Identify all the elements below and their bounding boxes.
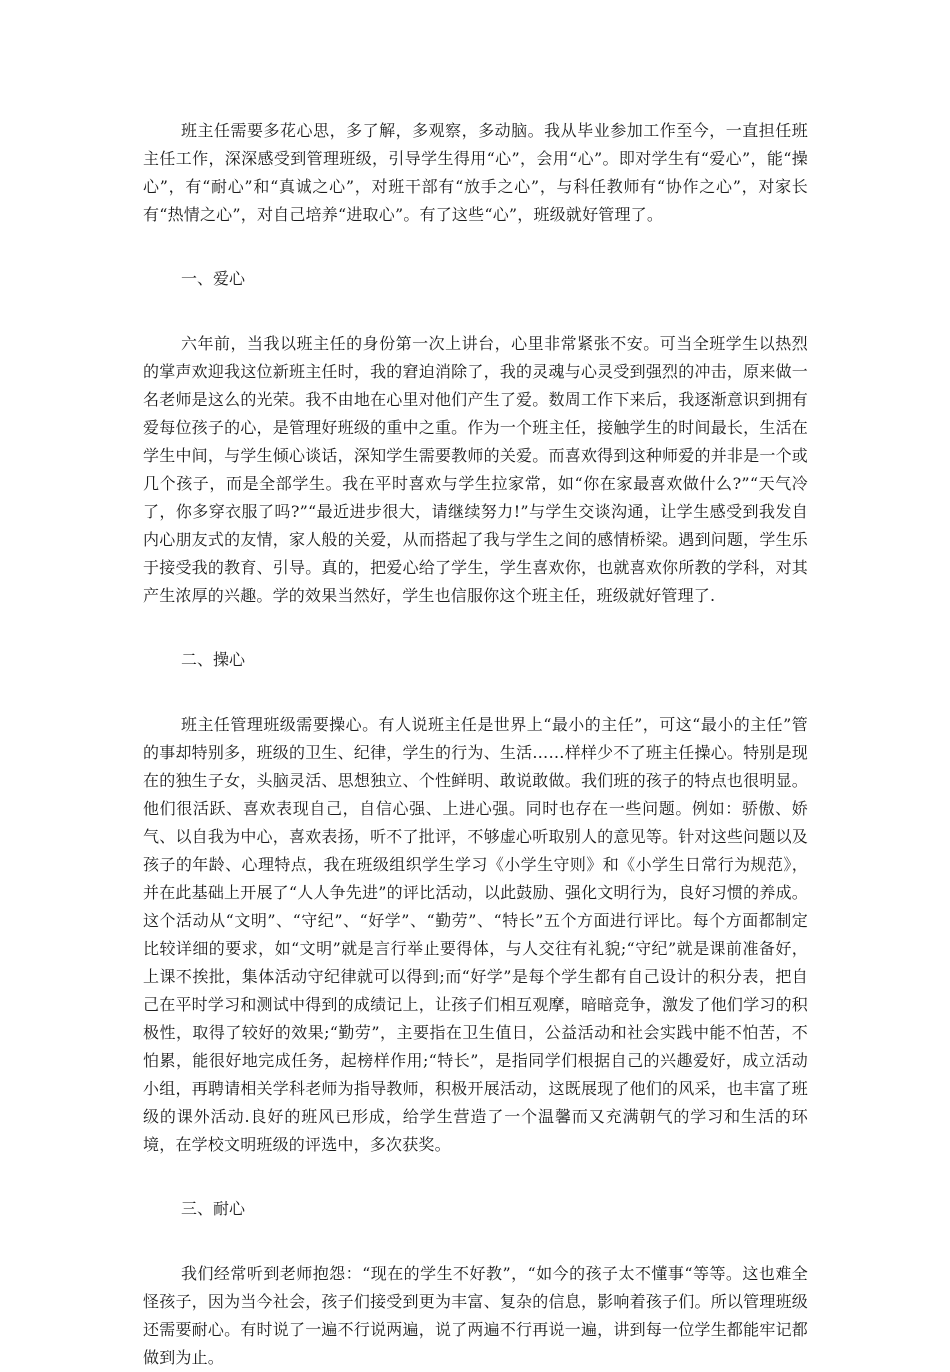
spacer [143, 1223, 808, 1260]
section-heading-love: 一、爱心 [181, 269, 246, 288]
section-body-love: 六年前，当我以班主任的身份第一次上讲台，心里非常紧张不安。可当全班学生以热烈的掌声欢迎我这位新班主任时，我的窘迫消除了，我的灵魂与心灵受到强烈的冲击，原来做一名老师是这么的光荣。我不由地在心里对他们产生了爱。数周工作下来后，我逐渐意识到拥有爱每位孩子的心，是管理好班级的重中之重。作为一个班主任，接触学生的时间最长，生活在学生中间，与学生倾心谈话，深知学生需要教师的关爱。而喜欢得到这种师爱的并非是一个或几个孩子，而是全部学生。我在平时喜欢与学生拉家常，如“你在家最喜欢做什么?”“天气冷了，你多穿衣服了吗?”“最近进步很大，请继续努力!”与学生交谈沟通，让学生感受到我发自内心朋友式的友情，家人般的关爱，从而搭起了我与学生之间的感情桥梁。遇到问题，学生乐于接受我的教育、引导。真的，把爱心给了学生，学生喜欢你，也就喜欢你所教的学科，对其产生浓厚的兴趣。学的效果当然好，学生也信服你这个班主任，班级就好管理了. [143, 334, 808, 605]
section-heading-patience: 三、耐心 [181, 1199, 246, 1218]
document-page [143, 117, 808, 1372]
spacer [143, 610, 808, 646]
spacer [143, 1159, 808, 1195]
section-body-patience: 我们经常听到老师抱怨：“现在的学生不好教”，“如今的孩子太不懂事“等等。这也难全怪孩子，因为当今社会，孩子们接受到更为丰富、复杂的信息，影响着孩子们。所以管理班级还需要耐心。有时说了一遍不行说两遍，说了两遍不行再说一遍，讲到每一位学生都能牢记都做到为止。 [143, 1264, 808, 1367]
spacer [143, 229, 808, 265]
spacer [143, 293, 808, 330]
section-body-care: 班主任管理班级需要操心。有人说班主任是世界上“最小的主任”，可这“最小的主任”管的事却特别多，班级的卫生、纪律，学生的行为、生活……样样少不了班主任操心。特别是现在的独生子女，头脑灵活、思想独立、个性鲜明、敢说敢做。我们班的孩子的特点也很明显。他们很活跃、喜欢表现自己，自信心强、上进心强。同时也存在一些问题。例如：骄傲、娇气、以自我为中心，喜欢表扬，听不了批评，不够虚心听取别人的意见等。针对这些问题以及孩子的年龄、心理特点，我在班级组织学生学习《小学生守则》和《小学生日常行为规范》，并在此基础上开展了“人人争先进”的评比活动，以此鼓励、强化文明行为，良好习惯的养成。这个活动从“文明”、“守纪”、“好学”、“勤劳”、“特长”五个方面进行评比。每个方面都制定比较详细的要求，如“文明”就是言行举止要得体，与人交往有礼貌;“守纪”就是课前准备好，上课不挨批，集体活动守纪律就可以得到;而“好学”是每个学生都有自己设计的积分表，把自己在平时学习和测试中得到的成绩记上，让孩子们相互观摩，暗暗竞争，激发了他们学习的积极性，取得了较好的效果;“勤劳”，主要指在卫生值日，公益活动和社会实践中能不怕苦，不怕累，能很好地完成任务，起榜样作用;“特长”，是指同学们根据自己的兴趣爱好，成立活动小组，再聘请相关学科老师为指导教师，积极开展活动，这既展现了他们的风采，也丰富了班级的课外活动.良好的班风已形成，给学生营造了一个温馨而又充满朝气的学习和生活的环境，在学校文明班级的评选中，多次获奖。 [143, 715, 808, 1154]
section-heading-care: 二、操心 [181, 650, 246, 669]
spacer [143, 674, 808, 711]
intro-paragraph: 班主任需要多花心思，多了解，多观察，多动脑。我从毕业参加工作至今，一直担任班主任工作，深深感受到管理班级，引导学生得用“心”，会用“心”。即对学生有“爱心”，能“操心”，有“耐心”和“真诚之心”，对班干部有“放手之心”，与科任教师有“协作之心”，对家长有“热情之心”，对自己培养“进取心”。有了这些“心”，班级就好管理了。 [143, 121, 808, 224]
